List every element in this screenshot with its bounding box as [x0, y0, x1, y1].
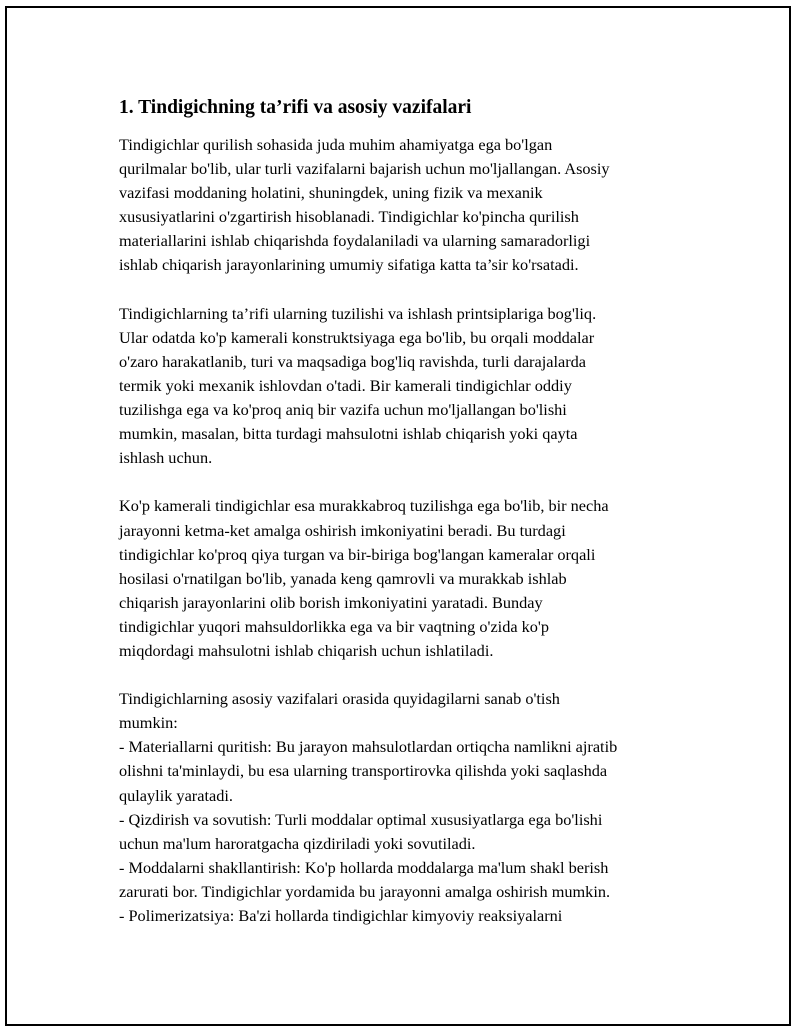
text-line: tindigichlar ko'proq qiya turgan va bir-biriga bog'langan kameralar orqali	[119, 544, 596, 564]
paragraph-3	[119, 494, 699, 663]
text-line: qulaylik yaratadi.	[119, 785, 233, 805]
text-line: vazifasi moddaning holatini, shuningdek, uning fizik va mexanik	[119, 183, 543, 203]
text-line: Tindigichlar qurilish sohasida juda muhim ahamiyatga ega bo'lgan	[119, 135, 553, 154]
text-line: tuzilishga ega va ko'proq aniq bir vazifa uchun mo'ljallangan bo'lishi	[119, 400, 567, 420]
list-item-line: - Polimerizatsiya: Ba'zi hollarda tindigichlar kimyoviy reaksiyalarni	[119, 906, 563, 925]
text-line: tindigichlar yuqori mahsuldorlikka ega va bir vaqtning o'zida ko'p	[119, 616, 549, 636]
document-body	[119, 96, 699, 952]
text-line: zarurati bor. Tindigichlar yordamida bu jarayonni amalga oshirish mumkin.	[119, 881, 611, 901]
text-line: xususiyatlarini o'zgartirish hisoblanadi. Tindigichlar ko'pincha qurilish	[119, 207, 579, 227]
text-line: mumkin, masalan, bitta turdagi mahsulotni ishlab chiqarish yoki qayta	[119, 424, 578, 444]
paragraph-2	[119, 302, 699, 471]
text-line: Ko'p kamerali tindigichlar esa murakkabroq tuzilishga ega bo'lib, bir necha	[119, 496, 609, 516]
text-line: materiallarini ishlab chiqarishda foydalaniladi va ularning samaradorligi	[119, 231, 591, 251]
text-line: o'zaro harakatlanib, turi va maqsadiga bog'liq ravishda, turli darajalarda	[119, 351, 586, 371]
text-line: mumkin:	[119, 713, 178, 733]
text-line: qurilmalar bo'lib, ular turli vazifalarni bajarish uchun mo'ljallangan. Asosiy	[119, 159, 610, 179]
text-line: termik yoki mexanik ishlovdan o'tadi. Bir kamerali tindigichlar oddiy	[119, 375, 572, 395]
section-heading: 1. Tindigichning ta’rifi va asosiy vazifalari	[119, 97, 472, 118]
text-line: Ular odatda ko'p kamerali konstruktsiyaga ega bo'lib, bu orqali moddalar	[119, 327, 595, 347]
text-line: Tindigichlarning ta’rifi ularning tuzilishi va ishlash printsiplariga bog'liq.	[119, 303, 597, 323]
text-line: jarayonni ketma-ket amalga oshirish imkoniyatini beradi. Bu turdagi	[119, 520, 566, 540]
text-line: ishlab chiqarish jarayonlarining umumiy sifatiga katta ta’sir ko'rsatadi.	[119, 255, 579, 275]
list-item-line: - Moddalarni shakllantirish: Ko'p hollarda moddalarga ma'lum shakl berish	[119, 857, 609, 877]
text-line: chiqarish jarayonlarini olib borish imkoniyatini yaratadi. Bunday	[119, 592, 543, 612]
list-item-line: - Materiallarni quritish: Bu jarayon mahsulotlardan ortiqcha namlikni ajratib	[119, 737, 618, 757]
list-item-line: - Qizdirish va sovutish: Turli moddalar optimal xususiyatlarga ega bo'lishi	[119, 809, 603, 829]
document-page	[5, 6, 791, 1026]
text-line: Tindigichlarning asosiy vazifalari orasida quyidagilarni sanab o'tish	[119, 689, 560, 709]
text-line: uchun ma'lum haroratgacha qizdiriladi yoki sovutiladi.	[119, 833, 476, 853]
text-line: hosilasi o'rnatilgan bo'lib, yanada keng qamrovli va murakkab ishlab	[119, 568, 567, 588]
paragraph-4	[119, 687, 699, 928]
text-line: ishlash uchun.	[119, 448, 213, 468]
text-line: olishni ta'minlaydi, bu esa ularning transportirovka qilishda yoki saqlashda	[119, 761, 608, 781]
paragraph-1	[119, 133, 699, 278]
text-line: miqdordagi mahsulotni ishlab chiqarish uchun ishlatiladi.	[119, 640, 494, 660]
